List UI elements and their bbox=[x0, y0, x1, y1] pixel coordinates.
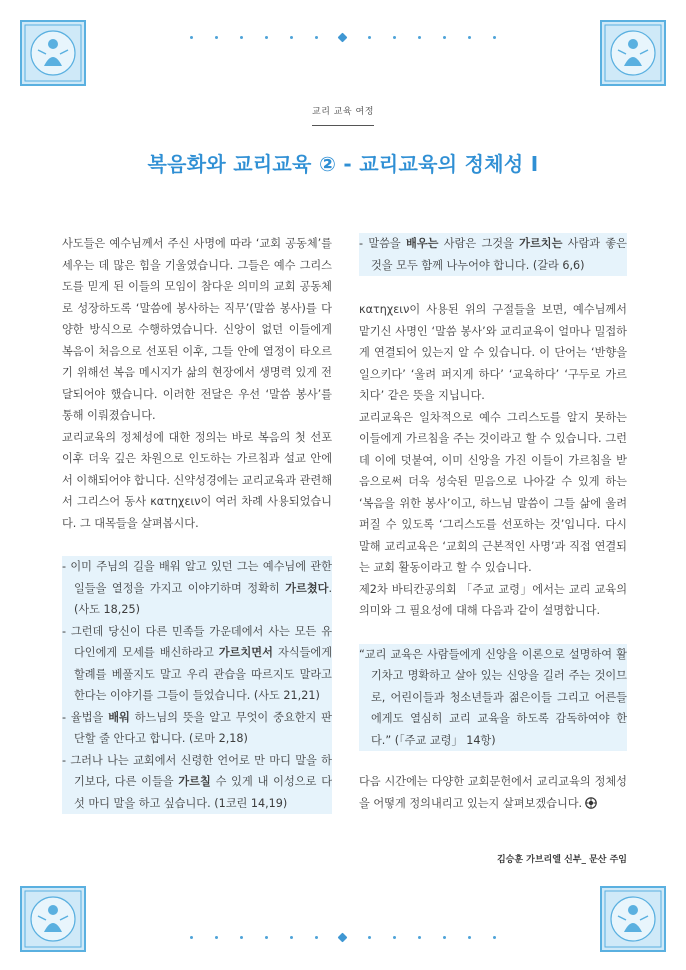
body-paragraph: κατηχειν이 사용된 위의 구절들을 보면, 예수님께서 맡기신 사명인 ‘말씀 봉사’와 교리교육이 얼마나 밀접하게 연결되어 있는지 알 수 있습니다. 이 단어는 ‘반향을 일으키다’ ‘울려 퍼지게 하다’ ‘교육하다’ ‘구두로 가르치다’ 같은 뜻을 지닙니다. bbox=[359, 303, 627, 402]
decree-quote-block bbox=[359, 644, 627, 752]
scripture-quote: - 말씀을 배우는 사람은 그것을 가르치는 사람과 좋은 것을 모두 함께 나누어야 합니다. (갈라 6,6) bbox=[359, 237, 627, 272]
corner-ornament-top-right bbox=[600, 20, 666, 86]
decree-quote: “교리 교육은 사람들에게 신앙을 이론으로 설명하여 활기차고 명확하고 살아 있는 신앙을 길러 주는 것이므로, 어린이들과 청소년들과 젊은이들 그리고 어른들에게도 열심히 교리 교육을 하도록 감독하여야 한다.” (「주교 교령」 14항) bbox=[359, 647, 627, 747]
scripture-quote: - 그런데 당신이 다른 민족들 가운데에서 사는 모든 유다인에게 모세를 배신하라고 가르치면서 자식들에게 할례를 베풀지도 말고 우리 관습을 따르지도 말라고 한다는 이야기를 그들이 들었습니다. (사도 21,21) bbox=[62, 624, 332, 702]
closing-paragraph: 다음 시간에는 다양한 교회문헌에서 교리교육의 정체성을 어떻게 정의내리고 있는지 살펴보겠습니다. bbox=[359, 775, 627, 810]
scripture-quote: - 이미 주님의 길을 배워 알고 있던 그는 예수님에 관한 일들을 열정을 가지고 이야기하며 정확히 가르쳤다. (사도 18,25) bbox=[62, 560, 332, 616]
corner-ornament-bottom-right bbox=[600, 886, 666, 952]
top-dot-divider bbox=[190, 34, 496, 41]
body-paragraph: 교리교육은 일차적으로 예수 그리스도를 알지 못하는 이들에게 가르침을 주는 것이라고 할 수 있습니다. 그런데 이에 덧붙여, 이미 신앙을 가진 이들이 가르침을 받음으로써 더욱 성숙된 믿음으로 나아갈 수 있게 하는 ‘복음을 위한 봉사’이고, 하느님 말씀이 그들 삶에 울려 퍼질 수 있도록 ‘그리스도를 선포하는 것’입니다. 다시 말해 교리교육은 ‘교회의 근본적인 사명’과 직접 연결되는 교회 활동이라고 할 수 있습니다. bbox=[359, 410, 627, 574]
scripture-quote: - 그러나 나는 교회에서 신령한 언어로 만 마디 말을 하기보다, 다른 이들을 가르칠 수 있게 내 이성으로 다섯 마디 말을 하고 싶습니다. (1코린 14,19) bbox=[62, 753, 332, 810]
end-mark-icon bbox=[585, 795, 597, 807]
body-paragraph: 사도들은 예수님께서 주신 사명에 따라 ‘교회 공동체’를 세우는 데 많은 힘을 기울였습니다. 그들은 예수 그리스도를 믿게 된 이들의 모임이 참다운 의미의 교회 공동체로 성장하도록 ‘말씀에 봉사하는 직무’(말씀 봉사)를 다양한 방식으로 수행하였습니다. 신앙이 없던 이들에게 복음이 처음으로 선포된 이후, 그들 안에 열정이 타오르기 위해선 복음 메시지가 삶의 현장에서 생명력 있게 전달되어야 했습니다. 이러한 전달은 우선 ‘말씀 봉사’를 통해 이뤄졌습니다. bbox=[62, 237, 332, 422]
right-column bbox=[359, 233, 627, 814]
left-column bbox=[62, 233, 332, 814]
kicker-underline bbox=[312, 125, 374, 126]
section-kicker: 교리 교육 여정 bbox=[312, 107, 374, 117]
scripture-quote-block bbox=[359, 233, 627, 276]
corner-ornament-bottom-left bbox=[20, 886, 86, 952]
scripture-quote-block bbox=[62, 556, 332, 814]
body-paragraph: 교리교육의 정체성에 대한 정의는 바로 복음의 첫 선포 이후 더욱 깊은 차원으로 인도하는 가르침과 설교 안에서 이해되어야 합니다. 신약성경에는 교리교육과 관련해서 그리스어 동사 κατηχειν이 여러 차례 사용되었습니다. 그 대목들을 살펴봅시다. bbox=[62, 430, 332, 530]
corner-ornament-top-left bbox=[20, 20, 86, 86]
scripture-quote: - 율법을 배워 하느님의 뜻을 알고 무엇이 중요한지 판단할 줄 안다고 합니다. (로마 2,18) bbox=[62, 710, 332, 745]
bottom-dot-divider bbox=[190, 934, 496, 941]
page-title: 복음화와 교리교육 ② - 교리교육의 정체성 Ⅰ bbox=[147, 152, 539, 176]
author-byline: 김승훈 가브리엘 신부_ 문산 주임 bbox=[496, 855, 627, 865]
body-paragraph: 제2차 바티칸공의회 「주교 교령」에서는 교리 교육의 의미와 그 필요성에 대해 다음과 같이 설명합니다. bbox=[359, 582, 627, 617]
